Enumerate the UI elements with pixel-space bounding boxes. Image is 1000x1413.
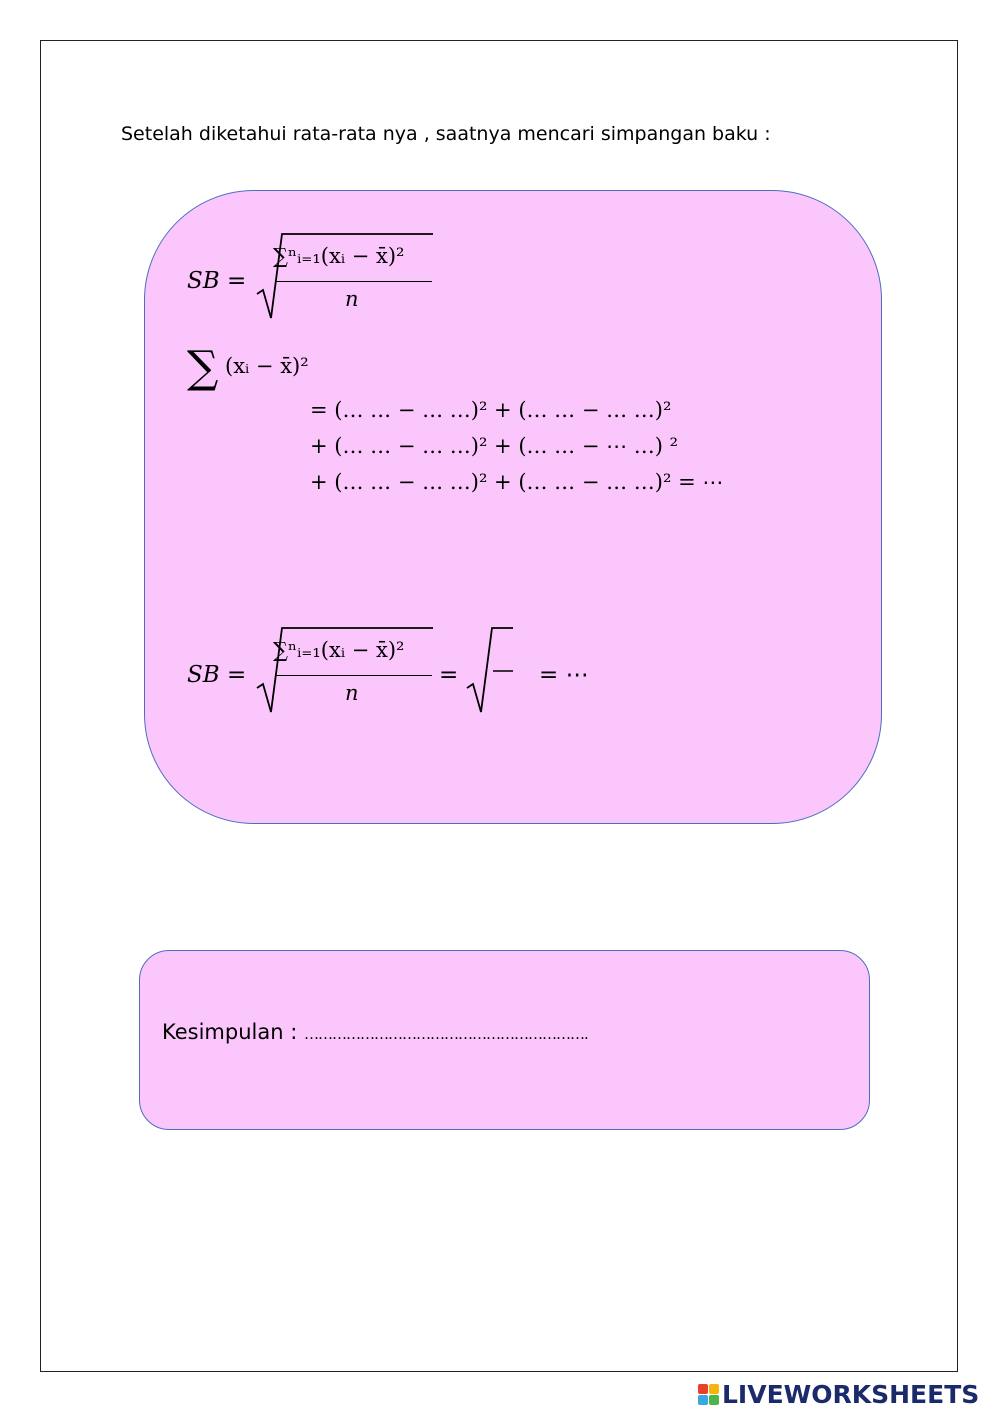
expansion-line-2: + (… … − … …)² + (… … − ⋯ …) ² (310, 434, 679, 458)
expansion-line-3: + (… … − … …)² + (… … − … …)² = ⋯ (310, 470, 724, 494)
logo-mark-icon (698, 1384, 719, 1405)
conclusion-line (162, 1020, 588, 1044)
expansion-line-1: = (… … − … …)² + (… … − … …)² (310, 398, 672, 422)
sb-label: SB = (187, 268, 247, 294)
sb-formula-2 (187, 632, 607, 722)
logo-text: LIVEWORKSHEETS (722, 1379, 980, 1409)
sigma-symbol: ∑ (187, 342, 219, 393)
sigma-term: (xᵢ − x̄)² (225, 354, 309, 378)
sb-label-2: SB = (187, 662, 247, 688)
fraction-numerator: ∑ⁿᵢ₌₁(xᵢ − x̄)² (273, 244, 405, 268)
fraction-denominator: n (345, 287, 359, 311)
fraction-bar (275, 281, 432, 282)
empty-radical-sign (465, 626, 525, 718)
conclusion-blank[interactable]: ……………………………………………………. (303, 1025, 588, 1043)
fraction-numerator-2: ∑ⁿᵢ₌₁(xᵢ − x̄)² (273, 638, 405, 662)
result: = ⋯ (539, 662, 589, 688)
equals-sign: = (439, 662, 459, 688)
intro-text: Setelah diketahui rata-rata nya , saatnya mencari simpangan baku : (121, 123, 771, 145)
conclusion-label: Kesimpulan : (162, 1020, 298, 1044)
fraction-denominator-2: n (345, 681, 359, 705)
liveworksheets-logo (698, 1378, 979, 1410)
fraction-bar-2 (275, 675, 432, 676)
